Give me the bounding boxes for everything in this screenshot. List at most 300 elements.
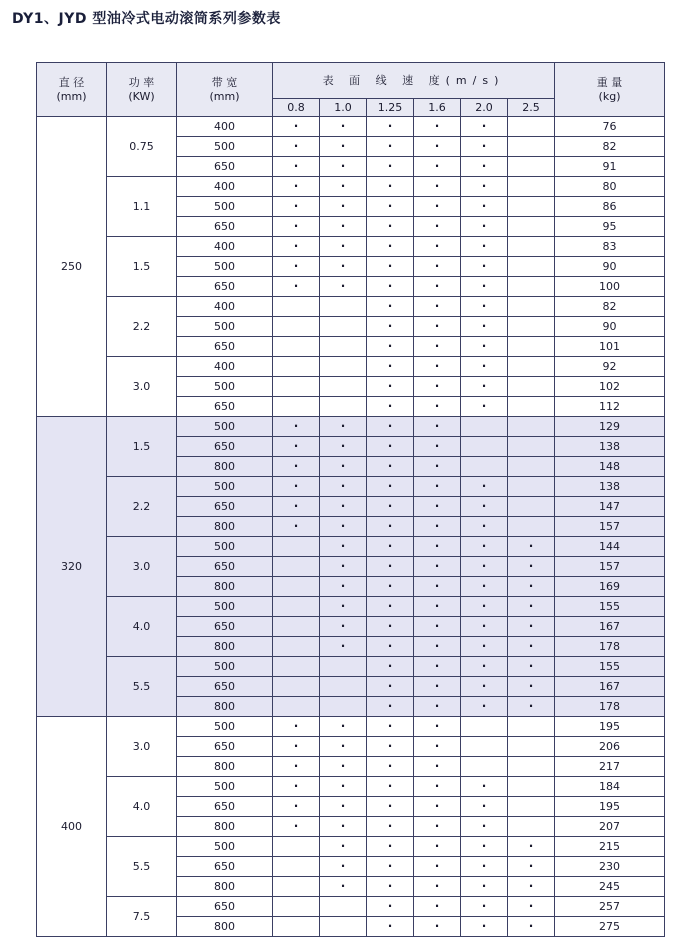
speed-cell [273, 737, 320, 757]
width-cell: 500 [177, 317, 273, 337]
speed-cell [461, 357, 508, 377]
header-speed-value: 1.25 [367, 99, 414, 117]
header-speed-value: 1.0 [320, 99, 367, 117]
speed-cell [320, 497, 367, 517]
speed-cell [461, 537, 508, 557]
speed-cell [414, 917, 461, 937]
speed-available-dot: · [340, 639, 346, 653]
header-speed: 表 面 线 速 度(m/s) [273, 63, 555, 99]
weight-cell: 207 [555, 817, 665, 837]
speed-cell [461, 777, 508, 797]
weight-cell: 83 [555, 237, 665, 257]
table-row [37, 417, 665, 437]
speed-cell [414, 317, 461, 337]
speed-cell [320, 597, 367, 617]
speed-available-dot: · [293, 459, 299, 473]
speed-available-dot: · [340, 439, 346, 453]
speed-available-dot: · [387, 539, 393, 553]
power-cell: 1.1 [107, 177, 177, 237]
speed-cell [320, 257, 367, 277]
speed-cell [461, 797, 508, 817]
power-cell: 7.5 [107, 897, 177, 937]
speed-cell [367, 897, 414, 917]
speed-cell [508, 297, 555, 317]
speed-cell [367, 137, 414, 157]
speed-cell [367, 757, 414, 777]
speed-available-dot: · [434, 239, 440, 253]
weight-cell: 147 [555, 497, 665, 517]
speed-available-dot: · [340, 799, 346, 813]
speed-cell [508, 757, 555, 777]
speed-available-dot: · [434, 179, 440, 193]
speed-cell [273, 617, 320, 637]
speed-available-dot: · [528, 899, 534, 913]
speed-cell [508, 177, 555, 197]
speed-available-dot: · [340, 419, 346, 433]
speed-available-dot: · [387, 919, 393, 933]
speed-cell [367, 277, 414, 297]
speed-available-dot: · [481, 559, 487, 573]
speed-cell [414, 237, 461, 257]
speed-available-dot: · [340, 759, 346, 773]
speed-cell [461, 637, 508, 657]
speed-available-dot: · [434, 119, 440, 133]
speed-available-dot: · [293, 199, 299, 213]
speed-available-dot: · [293, 499, 299, 513]
speed-available-dot: · [387, 899, 393, 913]
speed-cell [414, 777, 461, 797]
speed-available-dot: · [293, 739, 299, 753]
speed-available-dot: · [434, 219, 440, 233]
weight-cell: 95 [555, 217, 665, 237]
speed-available-dot: · [528, 839, 534, 853]
speed-cell [273, 317, 320, 337]
speed-available-dot: · [293, 159, 299, 173]
table-row [37, 117, 665, 137]
speed-available-dot: · [387, 259, 393, 273]
speed-cell [367, 697, 414, 717]
speed-cell [508, 257, 555, 277]
speed-available-dot: · [387, 319, 393, 333]
speed-cell [320, 377, 367, 397]
width-cell: 800 [177, 457, 273, 477]
speed-cell [461, 477, 508, 497]
speed-available-dot: · [340, 159, 346, 173]
speed-cell [367, 157, 414, 177]
speed-available-dot: · [481, 179, 487, 193]
speed-cell [461, 517, 508, 537]
speed-cell [461, 577, 508, 597]
speed-available-dot: · [293, 819, 299, 833]
width-cell: 650 [177, 897, 273, 917]
speed-available-dot: · [387, 279, 393, 293]
speed-cell [508, 517, 555, 537]
speed-available-dot: · [293, 759, 299, 773]
weight-cell: 157 [555, 517, 665, 537]
header-width [177, 63, 273, 117]
speed-available-dot: · [528, 599, 534, 613]
weight-cell: 138 [555, 477, 665, 497]
table-row [37, 657, 665, 677]
speed-cell [508, 357, 555, 377]
speed-cell [320, 157, 367, 177]
table-row [37, 297, 665, 317]
weight-cell: 217 [555, 757, 665, 777]
speed-cell [320, 697, 367, 717]
speed-cell [367, 857, 414, 877]
width-cell: 500 [177, 537, 273, 557]
speed-cell [461, 597, 508, 617]
speed-available-dot: · [481, 279, 487, 293]
speed-cell [461, 417, 508, 437]
speed-available-dot: · [387, 359, 393, 373]
speed-cell [273, 557, 320, 577]
speed-available-dot: · [434, 379, 440, 393]
speed-cell [367, 637, 414, 657]
speed-available-dot: · [434, 639, 440, 653]
speed-available-dot: · [293, 279, 299, 293]
speed-available-dot: · [481, 799, 487, 813]
weight-cell: 230 [555, 857, 665, 877]
width-cell: 400 [177, 357, 273, 377]
speed-cell [414, 897, 461, 917]
weight-cell: 91 [555, 157, 665, 177]
speed-cell [367, 877, 414, 897]
speed-cell [414, 737, 461, 757]
speed-cell [414, 537, 461, 557]
header-speed-value: 1.6 [414, 99, 461, 117]
width-cell: 650 [177, 737, 273, 757]
speed-cell [508, 437, 555, 457]
speed-available-dot: · [340, 499, 346, 513]
speed-cell [508, 337, 555, 357]
speed-cell [320, 337, 367, 357]
speed-available-dot: · [340, 179, 346, 193]
speed-available-dot: · [481, 119, 487, 133]
speed-cell [320, 797, 367, 817]
speed-available-dot: · [340, 479, 346, 493]
speed-cell [367, 917, 414, 937]
power-cell: 3.0 [107, 357, 177, 417]
speed-cell [414, 597, 461, 617]
speed-cell [367, 357, 414, 377]
speed-cell [508, 277, 555, 297]
speed-available-dot: · [528, 559, 534, 573]
speed-cell [367, 837, 414, 857]
header-power [107, 63, 177, 117]
speed-available-dot: · [434, 399, 440, 413]
speed-cell [320, 917, 367, 937]
speed-available-dot: · [434, 139, 440, 153]
table-row [37, 837, 665, 857]
header-weight-unit: (kg) [598, 89, 621, 103]
speed-cell [414, 577, 461, 597]
speed-available-dot: · [481, 479, 487, 493]
speed-cell [414, 877, 461, 897]
width-cell: 400 [177, 297, 273, 317]
speed-available-dot: · [434, 699, 440, 713]
speed-available-dot: · [481, 519, 487, 533]
speed-cell [414, 657, 461, 677]
speed-cell [508, 797, 555, 817]
speed-cell [320, 297, 367, 317]
speed-available-dot: · [293, 259, 299, 273]
speed-available-dot: · [387, 339, 393, 353]
speed-available-dot: · [387, 579, 393, 593]
weight-cell: 257 [555, 897, 665, 917]
speed-cell [414, 477, 461, 497]
weight-cell: 206 [555, 737, 665, 757]
table-row [37, 537, 665, 557]
speed-cell [273, 917, 320, 937]
header-width-label: 带 宽 [211, 75, 238, 89]
weight-cell: 184 [555, 777, 665, 797]
speed-cell [367, 257, 414, 277]
speed-available-dot: · [481, 539, 487, 553]
speed-available-dot: · [434, 279, 440, 293]
speed-cell [320, 837, 367, 857]
speed-cell [508, 397, 555, 417]
speed-cell [273, 897, 320, 917]
speed-available-dot: · [340, 279, 346, 293]
speed-available-dot: · [434, 579, 440, 593]
speed-available-dot: · [387, 719, 393, 733]
speed-cell [273, 837, 320, 857]
speed-available-dot: · [387, 759, 393, 773]
speed-available-dot: · [481, 839, 487, 853]
speed-available-dot: · [387, 739, 393, 753]
speed-cell [273, 597, 320, 617]
speed-cell [508, 677, 555, 697]
weight-cell: 245 [555, 877, 665, 897]
speed-cell [508, 897, 555, 917]
speed-available-dot: · [293, 719, 299, 733]
speed-cell [414, 497, 461, 517]
speed-available-dot: · [340, 859, 346, 873]
speed-cell [508, 617, 555, 637]
power-cell: 4.0 [107, 597, 177, 657]
speed-available-dot: · [387, 839, 393, 853]
speed-cell [320, 537, 367, 557]
speed-cell [320, 637, 367, 657]
speed-cell [273, 657, 320, 677]
speed-available-dot: · [340, 539, 346, 553]
speed-cell [461, 617, 508, 637]
header-power-unit: (KW) [128, 89, 155, 103]
speed-available-dot: · [434, 159, 440, 173]
speed-available-dot: · [481, 779, 487, 793]
speed-cell [273, 857, 320, 877]
speed-cell [508, 217, 555, 237]
speed-cell [273, 497, 320, 517]
speed-available-dot: · [434, 199, 440, 213]
speed-cell [508, 717, 555, 737]
speed-cell [508, 637, 555, 657]
speed-available-dot: · [293, 519, 299, 533]
speed-available-dot: · [434, 419, 440, 433]
header-power-label: 功 率 [128, 75, 155, 89]
speed-available-dot: · [528, 919, 534, 933]
width-cell: 650 [177, 497, 273, 517]
power-cell: 3.0 [107, 717, 177, 777]
speed-cell [461, 237, 508, 257]
speed-available-dot: · [340, 519, 346, 533]
speed-cell [320, 277, 367, 297]
speed-cell [367, 517, 414, 537]
speed-available-dot: · [340, 819, 346, 833]
speed-cell [367, 577, 414, 597]
weight-cell: 155 [555, 597, 665, 617]
speed-cell [273, 537, 320, 557]
speed-cell [367, 537, 414, 557]
speed-available-dot: · [387, 439, 393, 453]
speed-available-dot: · [387, 399, 393, 413]
width-cell: 800 [177, 757, 273, 777]
table-row [37, 357, 665, 377]
speed-available-dot: · [481, 319, 487, 333]
speed-available-dot: · [340, 219, 346, 233]
speed-available-dot: · [387, 639, 393, 653]
spec-table [36, 62, 665, 937]
speed-cell [273, 397, 320, 417]
speed-available-dot: · [340, 719, 346, 733]
speed-cell [508, 557, 555, 577]
speed-available-dot: · [340, 459, 346, 473]
speed-available-dot: · [434, 519, 440, 533]
speed-cell [320, 817, 367, 837]
speed-cell [320, 737, 367, 757]
speed-cell [367, 177, 414, 197]
speed-cell [320, 217, 367, 237]
speed-cell [273, 297, 320, 317]
page-title: DY1、JYD 型油冷式电动滚筒系列参数表 [12, 11, 281, 27]
speed-cell [320, 477, 367, 497]
speed-available-dot: · [528, 699, 534, 713]
speed-cell [273, 517, 320, 537]
speed-available-dot: · [293, 139, 299, 153]
speed-cell [367, 397, 414, 417]
speed-available-dot: · [481, 139, 487, 153]
speed-cell [508, 597, 555, 617]
speed-available-dot: · [528, 679, 534, 693]
width-cell: 500 [177, 417, 273, 437]
speed-available-dot: · [387, 479, 393, 493]
speed-available-dot: · [387, 199, 393, 213]
speed-available-dot: · [434, 259, 440, 273]
header-diameter-label: 直 径 [58, 75, 85, 89]
speed-cell [273, 817, 320, 837]
speed-cell [273, 717, 320, 737]
width-cell: 650 [177, 437, 273, 457]
speed-cell [461, 877, 508, 897]
speed-cell [367, 437, 414, 457]
speed-available-dot: · [481, 379, 487, 393]
speed-cell [414, 157, 461, 177]
width-cell: 800 [177, 577, 273, 597]
speed-available-dot: · [387, 779, 393, 793]
speed-cell [414, 457, 461, 477]
weight-cell: 86 [555, 197, 665, 217]
speed-cell [273, 437, 320, 457]
speed-cell [461, 717, 508, 737]
speed-available-dot: · [434, 339, 440, 353]
speed-cell [320, 357, 367, 377]
speed-cell [414, 117, 461, 137]
speed-cell [508, 117, 555, 137]
speed-cell [414, 357, 461, 377]
width-cell: 650 [177, 677, 273, 697]
width-cell: 800 [177, 637, 273, 657]
speed-available-dot: · [528, 539, 534, 553]
weight-cell: 155 [555, 657, 665, 677]
speed-available-dot: · [387, 419, 393, 433]
speed-cell [320, 757, 367, 777]
weight-cell: 215 [555, 837, 665, 857]
speed-available-dot: · [387, 299, 393, 313]
speed-cell [461, 897, 508, 917]
width-cell: 650 [177, 337, 273, 357]
speed-cell [508, 857, 555, 877]
speed-cell [508, 497, 555, 517]
width-cell: 500 [177, 597, 273, 617]
width-cell: 400 [177, 237, 273, 257]
width-cell: 500 [177, 137, 273, 157]
speed-cell [414, 757, 461, 777]
speed-available-dot: · [481, 259, 487, 273]
speed-available-dot: · [481, 639, 487, 653]
speed-cell [414, 717, 461, 737]
speed-available-dot: · [528, 859, 534, 873]
speed-available-dot: · [340, 119, 346, 133]
speed-cell [320, 717, 367, 737]
speed-cell [320, 557, 367, 577]
speed-cell [273, 417, 320, 437]
speed-available-dot: · [434, 319, 440, 333]
speed-cell [367, 717, 414, 737]
weight-cell: 167 [555, 617, 665, 637]
speed-available-dot: · [434, 839, 440, 853]
speed-cell [320, 517, 367, 537]
speed-cell [273, 357, 320, 377]
speed-cell [273, 257, 320, 277]
speed-cell [273, 877, 320, 897]
speed-available-dot: · [528, 639, 534, 653]
header-diameter [37, 63, 107, 117]
speed-cell [508, 537, 555, 557]
speed-available-dot: · [528, 659, 534, 673]
speed-cell [461, 377, 508, 397]
speed-available-dot: · [434, 499, 440, 513]
speed-cell [367, 377, 414, 397]
speed-available-dot: · [387, 119, 393, 133]
width-cell: 800 [177, 917, 273, 937]
speed-cell [461, 217, 508, 237]
speed-cell [273, 637, 320, 657]
speed-available-dot: · [387, 819, 393, 833]
weight-cell: 112 [555, 397, 665, 417]
diameter-cell: 250 [37, 117, 107, 417]
weight-cell: 92 [555, 357, 665, 377]
header-weight-label: 重 量 [596, 75, 623, 89]
power-cell: 4.0 [107, 777, 177, 837]
speed-available-dot: · [481, 399, 487, 413]
weight-cell: 100 [555, 277, 665, 297]
weight-cell: 101 [555, 337, 665, 357]
speed-available-dot: · [434, 919, 440, 933]
speed-cell [367, 557, 414, 577]
speed-cell [414, 137, 461, 157]
speed-cell [461, 277, 508, 297]
